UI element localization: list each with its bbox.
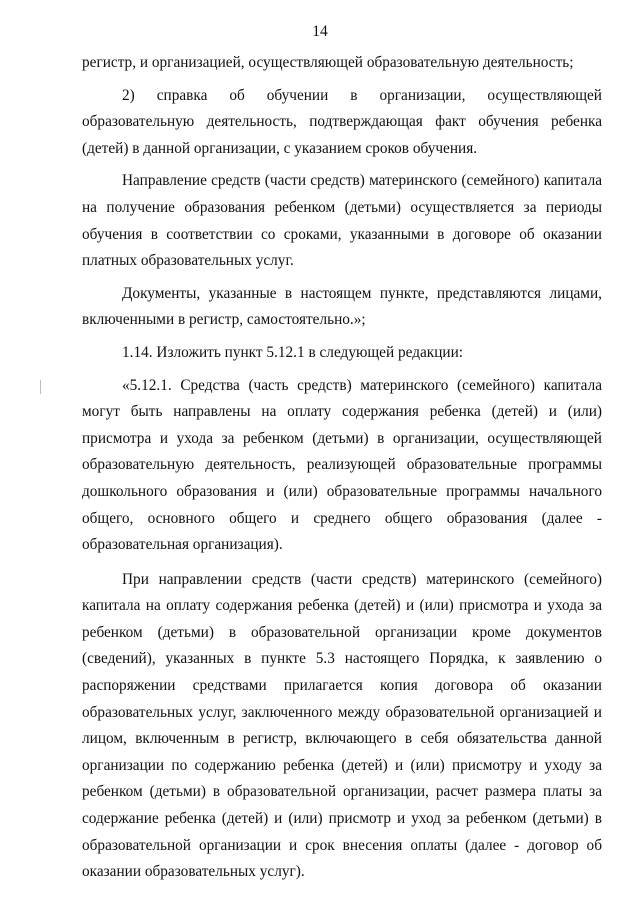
- text-line: обучения в соответствии со сроками, указанными в договоре об оказании: [82, 225, 602, 243]
- text-line: (сведений), указанных в пункте 5.3 настоящего Порядка, к заявлению о: [82, 650, 602, 668]
- text-line: лицом, включенным в регистр, включающего в себя обязательства данной: [82, 730, 602, 748]
- paragraph-7: [82, 567, 602, 886]
- text-line: При направлении средств (части средств) материнского (семейного): [122, 570, 602, 588]
- margin-mark: [40, 380, 41, 394]
- text-line: присмотра и ухода за ребенком (детьми) в организации, осуществляющей: [82, 429, 602, 447]
- text-line: образовательной организации и срок внесения оплаты (далее - договор об: [82, 836, 602, 854]
- text-line: 2) справка об обучении в организации, осуществляющей: [122, 86, 602, 104]
- paragraph-1: [82, 50, 602, 77]
- paragraph-5: [82, 340, 602, 367]
- text-line: Документы, указанные в настоящем пункте, представляются лицами,: [122, 284, 602, 302]
- paragraph-4: [82, 281, 602, 334]
- text-line: (детей) в данной организации, с указанием сроков обучения.: [82, 139, 478, 157]
- text-line: платных образовательных услуг.: [82, 252, 294, 270]
- paragraph-3: [82, 168, 602, 274]
- text-line: ребенком (детьми) в образовательной организации, расчет размера платы за: [82, 783, 602, 801]
- text-line: включенными в регистр, самостоятельно.»;: [82, 311, 366, 329]
- text-line: оказании образовательных услуг).: [82, 863, 305, 881]
- paragraph-6: [82, 373, 602, 559]
- text-line: ребенком (детьми) в образовательной организации кроме документов: [82, 623, 602, 641]
- text-line: капитала на оплату содержания ребенка (детей) и (или) присмотра и ухода за: [82, 597, 602, 615]
- text-line: 1.14. Изложить пункт 5.12.1 в следующей редакции:: [122, 343, 464, 361]
- text-line: регистр, и организацией, осуществляющей образовательную деятельность;: [82, 54, 574, 71]
- text-line: дошкольного образования и (или) образовательные программы начального: [82, 482, 602, 500]
- text-line: содержание ребенка (детей) и (или) присмотр и уход за ребенком (детьми) в: [82, 810, 602, 828]
- text-line: образовательную деятельность, подтверждающая факт обучения ребенка: [82, 113, 602, 131]
- paragraph-2: [82, 83, 602, 163]
- text-line: Направление средств (части средств) материнского (семейного) капитала: [122, 172, 602, 190]
- text-line: образовательную деятельность, реализующей образовательные программы: [82, 456, 602, 474]
- document-body: [82, 50, 602, 886]
- text-line: на получение образования ребенком (детьми) осуществляется за периоды: [82, 198, 602, 216]
- text-line: общего, основного общего и среднего общего образования (далее -: [82, 509, 602, 527]
- text-line: образовательная организация).: [82, 536, 283, 554]
- text-line: могут быть направлены на оплату содержания ребенка (детей) и (или): [82, 403, 602, 421]
- text-line: «5.12.1. Средства (часть средств) материнского (семейного) капитала: [122, 376, 602, 394]
- text-line: организации по содержанию ребенка (детей) и (или) присмотру и уходу за: [82, 756, 602, 774]
- text-line: образовательных услуг, заключенного между образовательной организацией и: [82, 703, 602, 721]
- text-line: распоряжении средствами прилагается копия договора об оказании: [82, 677, 602, 695]
- page-number: 14: [312, 23, 328, 40]
